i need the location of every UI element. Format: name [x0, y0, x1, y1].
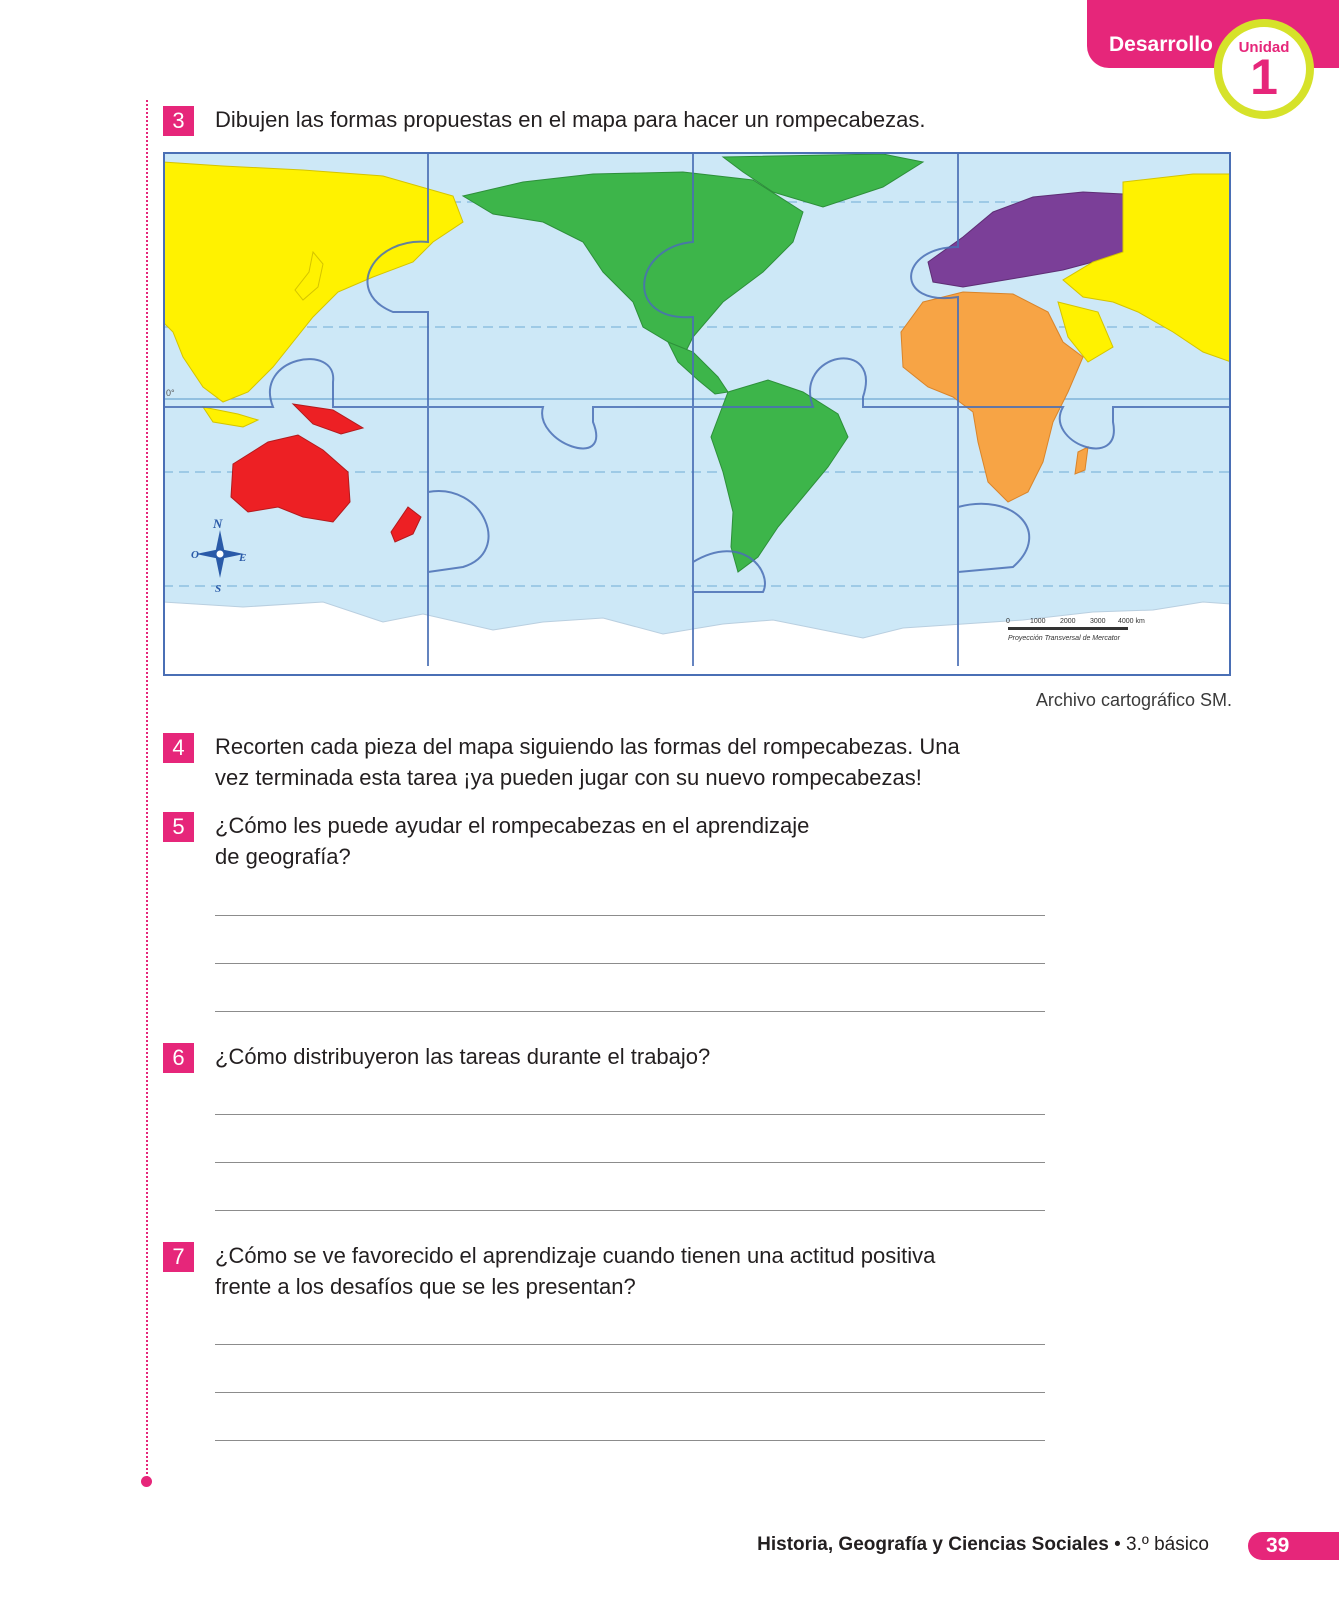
equator-label: 0°: [166, 388, 175, 398]
footer-bullet: •: [1114, 1534, 1121, 1555]
question-3-number: 3: [163, 106, 194, 136]
map-source: Archivo cartográfico SM.: [1035, 690, 1232, 710]
question-4-line-2: vez terminada esta tarea ¡ya pueden jugar con su nuevo rompecabezas!: [215, 765, 922, 790]
answer-line-5-2[interactable]: [215, 963, 1045, 964]
section-title: Desarrollo: [1109, 33, 1213, 56]
projection-label: Proyección Transversal de Mercator: [1008, 635, 1120, 642]
page-number: 39: [1248, 1532, 1339, 1560]
unit-badge: [1214, 19, 1314, 119]
margin-dot: [141, 1476, 152, 1487]
compass-s: S: [215, 583, 222, 595]
compass-e: E: [239, 552, 247, 564]
scale-tick-0: 0: [1006, 618, 1010, 625]
question-3-line-1: Dibujen las formas propuestas en el mapa para hacer un rompecabezas.: [215, 107, 926, 132]
question-7-line-1: ¿Cómo se ve favorecido el aprendizaje cuando tienen una actitud positiva: [215, 1243, 936, 1268]
answer-line-6-1[interactable]: [215, 1114, 1045, 1115]
question-4-text: [215, 731, 960, 793]
footer-subject: Historia, Geografía y Ciencias Sociales: [757, 1534, 1109, 1555]
question-3-text: [215, 104, 926, 135]
compass-o: O: [191, 549, 199, 561]
footer-grade: 3.º básico: [1126, 1534, 1209, 1555]
question-6-line-1: ¿Cómo distribuyeron las tareas durante el trabajo?: [215, 1044, 711, 1069]
question-7-number: 7: [163, 1242, 194, 1272]
unit-label: Unidad: [1238, 39, 1290, 56]
question-7-text: [215, 1240, 935, 1302]
question-6-text: [215, 1041, 710, 1072]
answer-line-7-2[interactable]: [215, 1392, 1045, 1393]
scale-tick-3000: 3000: [1090, 618, 1106, 625]
compass-n: N: [213, 516, 223, 531]
answer-line-5-3[interactable]: [215, 1011, 1045, 1012]
question-6-number: 6: [163, 1043, 194, 1073]
answer-line-7-1[interactable]: [215, 1344, 1045, 1345]
question-5-text: [215, 810, 809, 872]
world-puzzle-map: [163, 152, 1231, 676]
answer-line-5-1[interactable]: [215, 915, 1045, 916]
scale-tick-4000: 4000 km: [1118, 618, 1145, 625]
question-4-number: 4: [163, 733, 194, 763]
question-5-number: 5: [163, 812, 194, 842]
question-4-line-1: Recorten cada pieza del mapa siguiendo las formas del rompecabezas. Una: [215, 734, 960, 759]
answer-line-6-2[interactable]: [215, 1162, 1045, 1163]
footer-text: [757, 1534, 1209, 1556]
world-map-svg: [163, 152, 1231, 676]
margin-dotted-line: [146, 100, 148, 1478]
question-5-line-2: de geografía?: [215, 844, 351, 869]
question-5-line-1: ¿Cómo les puede ayudar el rompecabezas en el aprendizaje: [215, 813, 810, 838]
scale-tick-1000: 1000: [1030, 618, 1046, 625]
answer-line-6-3[interactable]: [215, 1210, 1045, 1211]
scale-tick-2000: 2000: [1060, 618, 1076, 625]
answer-line-7-3[interactable]: [215, 1440, 1045, 1441]
question-7-line-2: frente a los desafíos que se les presentan?: [215, 1274, 636, 1299]
unit-number: 1: [1250, 49, 1278, 105]
